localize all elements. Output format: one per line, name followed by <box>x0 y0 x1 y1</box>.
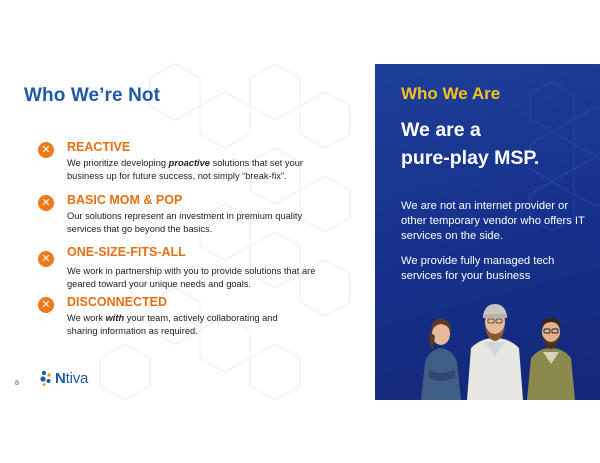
item-title: ONE-SIZE-FITS-ALL <box>67 245 186 259</box>
item-title: REACTIVE <box>67 140 131 154</box>
item-title: DISCONNECTED <box>67 295 168 309</box>
item-description: Our solutions represent an investment in premium quality services that go beyond the basics. <box>67 211 303 234</box>
x-circle-icon: ✕ <box>38 297 54 313</box>
who-we-are-not-title: Who We’re Not <box>24 85 161 106</box>
x-circle-icon: ✕ <box>38 142 54 158</box>
paragraph-fully-managed: We provide fully managed tech services for your business <box>401 255 555 283</box>
who-we-are-panel <box>375 64 600 400</box>
page-number: 8 <box>15 380 19 387</box>
person-right <box>527 318 575 400</box>
x-circle-icon: ✕ <box>38 195 54 211</box>
person-middle <box>467 304 523 400</box>
who-we-are-title: Who We Are <box>401 84 501 103</box>
item-description: We prioritize developing proactive solutions that set your business up for future success, not simply “break-fix”. <box>67 158 304 181</box>
paragraph-not-internet-provider: We are not an internet provider or other temporary vendor who offers IT services on the side. <box>401 200 585 243</box>
item-description: We work with your team, actively collaborating and sharing information as required. <box>67 313 278 336</box>
headline-line-2: pure-play MSP. <box>401 147 540 169</box>
headline-line-1: We are a <box>401 119 481 141</box>
logo-dots-icon <box>40 370 54 386</box>
x-circle-icon: ✕ <box>38 251 54 267</box>
item-title: BASIC MOM & POP <box>67 193 183 207</box>
team-photo <box>415 292 575 400</box>
item-description: We work in partnership with you to provide solutions that are geared toward your unique needs and goals. <box>67 266 316 289</box>
logo-wordmark: Ntiva <box>55 370 89 387</box>
person-left <box>421 319 461 400</box>
slide <box>0 58 600 400</box>
